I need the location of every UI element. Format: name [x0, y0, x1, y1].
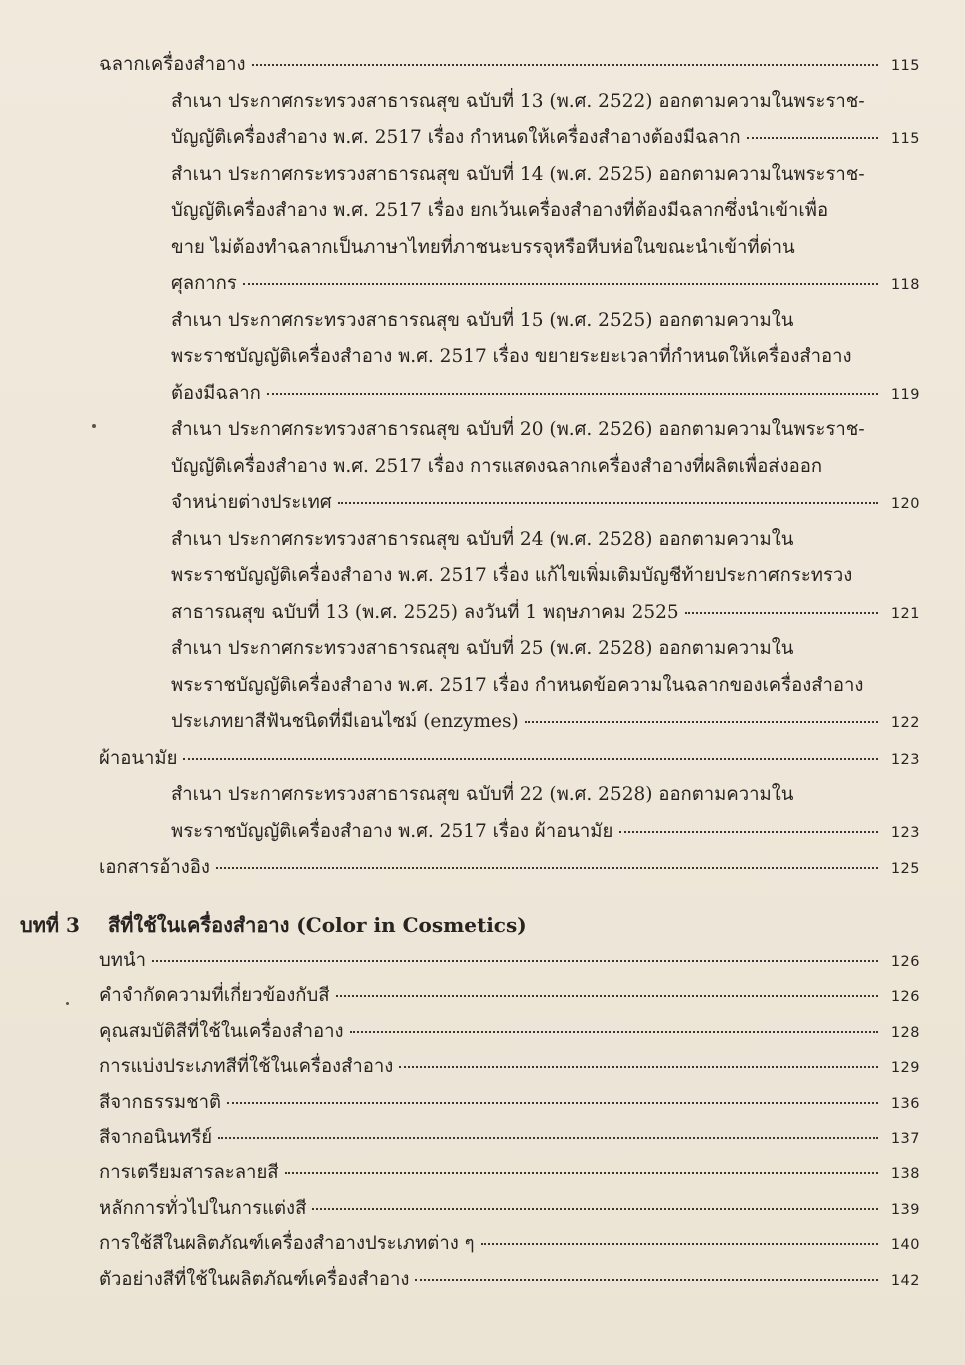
chapter-entry[interactable]	[99, 1125, 920, 1152]
entry-title: เอกสารอ้างอิง	[99, 857, 210, 878]
page-number: 115	[890, 131, 920, 147]
entry-title: หลักการทั่วไปในการแต่งสี	[99, 1197, 307, 1219]
toc-subentry[interactable]	[171, 125, 920, 152]
dot-leader	[685, 610, 878, 614]
entry-title: ฉลากเครื่องสำอาง	[99, 54, 246, 75]
toc-entry-text-line: สำเนา ประกาศกระทรวงสาธารณสุข ฉบับที่ 24 (พ.ศ. 2528) ออกตามความใน	[171, 528, 794, 550]
dot-leader	[338, 500, 878, 504]
toc-entry-text-line: บัญญัติเครื่องสำอาง พ.ศ. 2517 เรื่อง การแสดงฉลากเครื่องสำอางที่ผลิตเพื่อส่งออก	[171, 455, 823, 477]
toc-entry-text-line: พระราชบัญญัติเครื่องสำอาง พ.ศ. 2517 เรื่อง แก้ไขเพิ่มเติมบัญชีท้ายประกาศกระทรวง	[171, 565, 853, 586]
dot-leader	[216, 865, 878, 869]
dot-leader	[267, 391, 878, 395]
chapter-entry[interactable]	[99, 1160, 920, 1187]
page-number: 138	[890, 1166, 920, 1183]
toc-subentry[interactable]	[171, 271, 920, 298]
entry-title: พระราชบัญญัติเครื่องสำอาง พ.ศ. 2517 เรื่อง ผ้าอนามัย	[171, 820, 614, 842]
page-number: 139	[890, 1201, 920, 1218]
toc-subentry[interactable]	[171, 819, 920, 846]
chapter-entry[interactable]	[99, 1090, 920, 1117]
page-number: 120	[890, 496, 920, 512]
dot-leader	[227, 1100, 878, 1104]
entry-title: ศุลกากร	[171, 273, 237, 294]
page-number: 123	[890, 824, 920, 841]
page-number: 123	[890, 751, 920, 768]
chapter-entry[interactable]	[99, 1196, 920, 1223]
chapter-entry[interactable]	[99, 1054, 920, 1081]
entry-title: บทนำ	[99, 950, 146, 971]
page-number: 118	[890, 277, 920, 293]
dot-leader	[415, 1277, 878, 1281]
page-number: 125	[890, 861, 920, 877]
page-number: 121	[890, 605, 920, 622]
page-number: 128	[890, 1024, 920, 1041]
dot-leader	[252, 62, 878, 66]
dot-leader	[399, 1064, 878, 1068]
dot-leader	[525, 719, 878, 723]
entry-title: สาธารณสุข ฉบับที่ 13 (พ.ศ. 2525) ลงวันที่ 1 พฤษภาคม 2525	[171, 601, 679, 623]
toc-entry-text-line: สำเนา ประกาศกระทรวงสาธารณสุข ฉบับที่ 20 (พ.ศ. 2526) ออกตามความในพระราช-	[171, 419, 865, 440]
chapter-title: สีที่ใช้ในเครื่องสำอาง (Color in Cosmetics)	[108, 913, 527, 937]
toc-subentry[interactable]	[171, 709, 920, 736]
chapter-entry[interactable]	[99, 948, 920, 975]
entry-title: คำจำกัดความที่เกี่ยวข้องกับสี	[99, 985, 330, 1007]
chapter-entry[interactable]	[99, 1019, 920, 1046]
entry-title: การใช้สีในผลิตภัณฑ์เครื่องสำอางประเภทต่าง ๆ	[99, 1233, 475, 1255]
page-number: 136	[890, 1095, 920, 1112]
dot-leader	[183, 756, 878, 760]
entry-title: ต้องมีฉลาก	[171, 382, 261, 404]
entry-title: การเตรียมสารละลายสี	[99, 1162, 279, 1184]
entry-title: จำหน่ายต่างประเทศ	[171, 492, 332, 513]
dot-leader	[336, 993, 878, 997]
page-number: 126	[890, 954, 920, 970]
page-number: 137	[890, 1131, 920, 1147]
toc-entry[interactable]	[99, 855, 920, 882]
entry-title: สีจากอนินทรีย์	[99, 1127, 213, 1148]
paper-speck	[66, 1002, 69, 1005]
toc-entry-text-line: สำเนา ประกาศกระทรวงสาธารณสุข ฉบับที่ 14 (พ.ศ. 2525) ออกตามความในพระราช-	[171, 163, 865, 185]
page-number: 126	[890, 989, 920, 1006]
paper-speck	[92, 424, 96, 428]
entry-title: การแบ่งประเภทสีที่ใช้ในเครื่องสำอาง	[99, 1056, 394, 1078]
toc-entry-text-line: สำเนา ประกาศกระทรวงสาธารณสุข ฉบับที่ 22 (พ.ศ. 2528) ออกตามความใน	[171, 784, 794, 805]
page-number: 129	[890, 1060, 920, 1077]
page-number: 140	[890, 1237, 920, 1254]
toc-entry-text-line: สำเนา ประกาศกระทรวงสาธารณสุข ฉบับที่ 13 (พ.ศ. 2522) ออกตามความในพระราช-	[171, 90, 865, 112]
entry-title: ผ้าอนามัย	[99, 747, 178, 769]
chapter-heading	[20, 909, 527, 941]
page-number: 119	[890, 386, 920, 403]
toc-entry-text-line: บัญญัติเครื่องสำอาง พ.ศ. 2517 เรื่อง ยกเว้นเครื่องสำอางที่ต้องมีฉลากซึ่งนำเข้าเพื่อ	[171, 200, 829, 221]
dot-leader	[619, 829, 878, 833]
toc-subentry[interactable]	[171, 600, 920, 627]
toc-entry-text-line: ขาย ไม่ต้องทำฉลากเป็นภาษาไทยที่ภาชนะบรรจุหรือหีบห่อในขณะนำเข้าที่ด่าน	[171, 236, 795, 258]
entry-title: บัญญัติเครื่องสำอาง พ.ศ. 2517 เรื่อง กำหนดให้เครื่องสำอางต้องมีฉลาก	[171, 127, 741, 148]
toc-subentry[interactable]	[171, 490, 920, 517]
dot-leader	[218, 1135, 878, 1139]
dot-leader	[285, 1170, 878, 1174]
toc-entry-text-line: สำเนา ประกาศกระทรวงสาธารณสุข ฉบับที่ 25 (พ.ศ. 2528) ออกตามความใน	[171, 638, 794, 659]
toc-entry[interactable]	[99, 52, 920, 79]
entry-title: สีจากธรรมชาติ	[99, 1091, 222, 1113]
dot-leader	[152, 958, 878, 962]
dot-leader	[481, 1241, 878, 1245]
toc-entry-text-line: สำเนา ประกาศกระทรวงสาธารณสุข ฉบับที่ 15 (พ.ศ. 2525) ออกตามความใน	[171, 309, 794, 331]
dot-leader	[312, 1206, 878, 1210]
chapter-number: บทที่ 3	[20, 913, 80, 937]
chapter-entry[interactable]	[99, 1231, 920, 1258]
dot-leader	[747, 135, 878, 139]
toc-entry-text-line: พระราชบัญญัติเครื่องสำอาง พ.ศ. 2517 เรื่อง กำหนดข้อความในฉลากของเครื่องสำอาง	[171, 674, 864, 696]
entry-title: คุณสมบัติสีที่ใช้ในเครื่องสำอาง	[99, 1020, 344, 1042]
dot-leader	[243, 281, 878, 285]
toc-subentry[interactable]	[171, 381, 920, 408]
entry-title: ประเภทยาสีฟันชนิดที่มีเอนไซม์ (enzymes)	[171, 711, 519, 732]
page-number: 115	[890, 58, 920, 74]
page-number: 122	[890, 715, 920, 731]
toc-entry[interactable]	[99, 746, 920, 773]
toc-entry-text-line: พระราชบัญญัติเครื่องสำอาง พ.ศ. 2517 เรื่อง ขยายระยะเวลาที่กำหนดให้เครื่องสำอาง	[171, 346, 852, 367]
entry-title: ตัวอย่างสีที่ใช้ในผลิตภัณฑ์เครื่องสำอาง	[99, 1268, 410, 1290]
page-number: 142	[890, 1272, 920, 1289]
chapter-entry[interactable]	[99, 1267, 920, 1294]
chapter-entry[interactable]	[99, 983, 920, 1010]
dot-leader	[350, 1029, 878, 1033]
